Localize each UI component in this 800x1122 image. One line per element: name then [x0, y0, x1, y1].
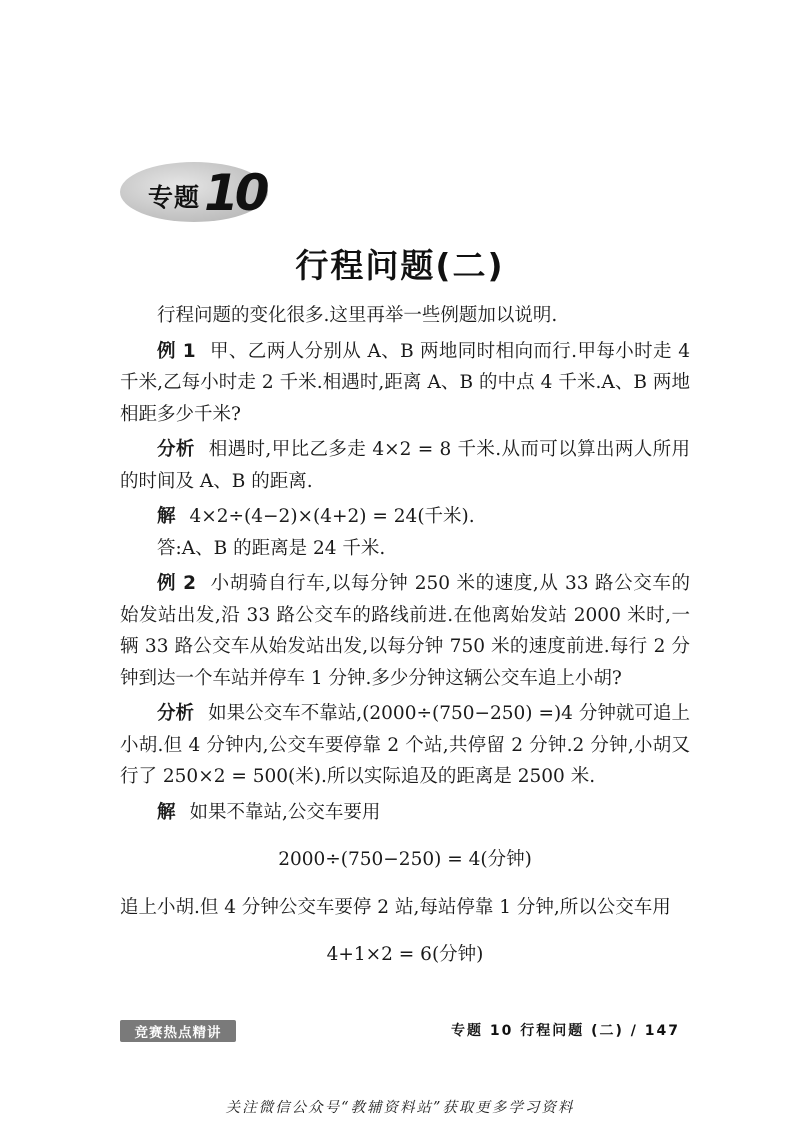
answer1-paragraph: 答:A、B 的距离是 24 千米.	[157, 537, 386, 559]
topic-badge	[120, 158, 270, 228]
equation-2: 4+1×2 = 6(分钟)	[326, 944, 484, 965]
example2-paragraph	[120, 568, 690, 694]
solution1-text: 4×2÷(4−2)×(4+2) = 24(千米).	[189, 506, 475, 527]
footer-badge	[120, 1020, 236, 1042]
analysis1-label: 分析	[157, 439, 195, 460]
equation-1: 2000÷(750−250) = 4(分钟)	[278, 849, 532, 870]
example2-text: 小胡骑自行车,以每分钟 250 米的速度,从 33 路公交车的始发站出发,沿 33 路公交车的路线前进.在他离始发站 2000 米时,一辆 33 路公交车从始发站出发,以每分钟 750 米的速度前进.每行 2 分钟到达一个车站并停车 1 分钟.多少分钟这辆公交车追上小胡?	[120, 573, 690, 689]
analysis2-text: 如果公交车不靠站,(2000÷(750−250) =)4 分钟就可追上小胡.但 4 分钟内,公交车要停靠 2 个站,共停留 2 分钟.2 分钟,小胡又行了 250×2 = 500(米).所以实际追及的距离是 2500 米.	[120, 703, 690, 787]
analysis1-text: 相遇时,甲比乙多走 4×2 = 8 千米.从而可以算出两人所用的时间及 A、B 的距离.	[120, 439, 690, 492]
solution1-paragraph	[120, 501, 690, 533]
example1-text: 甲、乙两人分别从 A、B 两地同时相向而行.甲每小时走 4 千米,乙每小时走 2 千米.相遇时,距离 A、B 的中点 4 千米.A、B 两地相距多少千米?	[120, 340, 690, 425]
analysis1-paragraph	[120, 434, 690, 497]
solution1-label: 解	[157, 506, 176, 527]
solution2-text: 如果不靠站,公交车要用	[189, 801, 381, 823]
intro-paragraph: 行程问题的变化很多.这里再举一些例题加以说明.	[157, 305, 558, 326]
topic-number: 10	[204, 164, 266, 222]
example2-label: 例 2	[157, 573, 197, 594]
solution2-label: 解	[157, 801, 176, 823]
footer-badge-label: 竞赛热点精讲	[134, 1025, 222, 1041]
running-head: 专题 10 行程问题 (二) / 147	[451, 1023, 680, 1039]
solution2-paragraph	[120, 797, 690, 829]
example1-paragraph	[120, 336, 690, 431]
analysis2-paragraph	[120, 698, 690, 793]
watermark-text: 关注微信公众号“教辅资料站”获取更多学习资料	[225, 1100, 575, 1116]
example1-label: 例 1	[157, 340, 196, 362]
solution2-middle: 追上小胡.但 4 分钟公交车要停 2 站,每站停靠 1 分钟,所以公交车用	[120, 896, 671, 918]
analysis2-label: 分析	[157, 703, 195, 724]
topic-label: 专题	[148, 183, 201, 212]
body-text	[120, 300, 690, 987]
chapter-title: 行程问题(二)	[295, 246, 505, 285]
